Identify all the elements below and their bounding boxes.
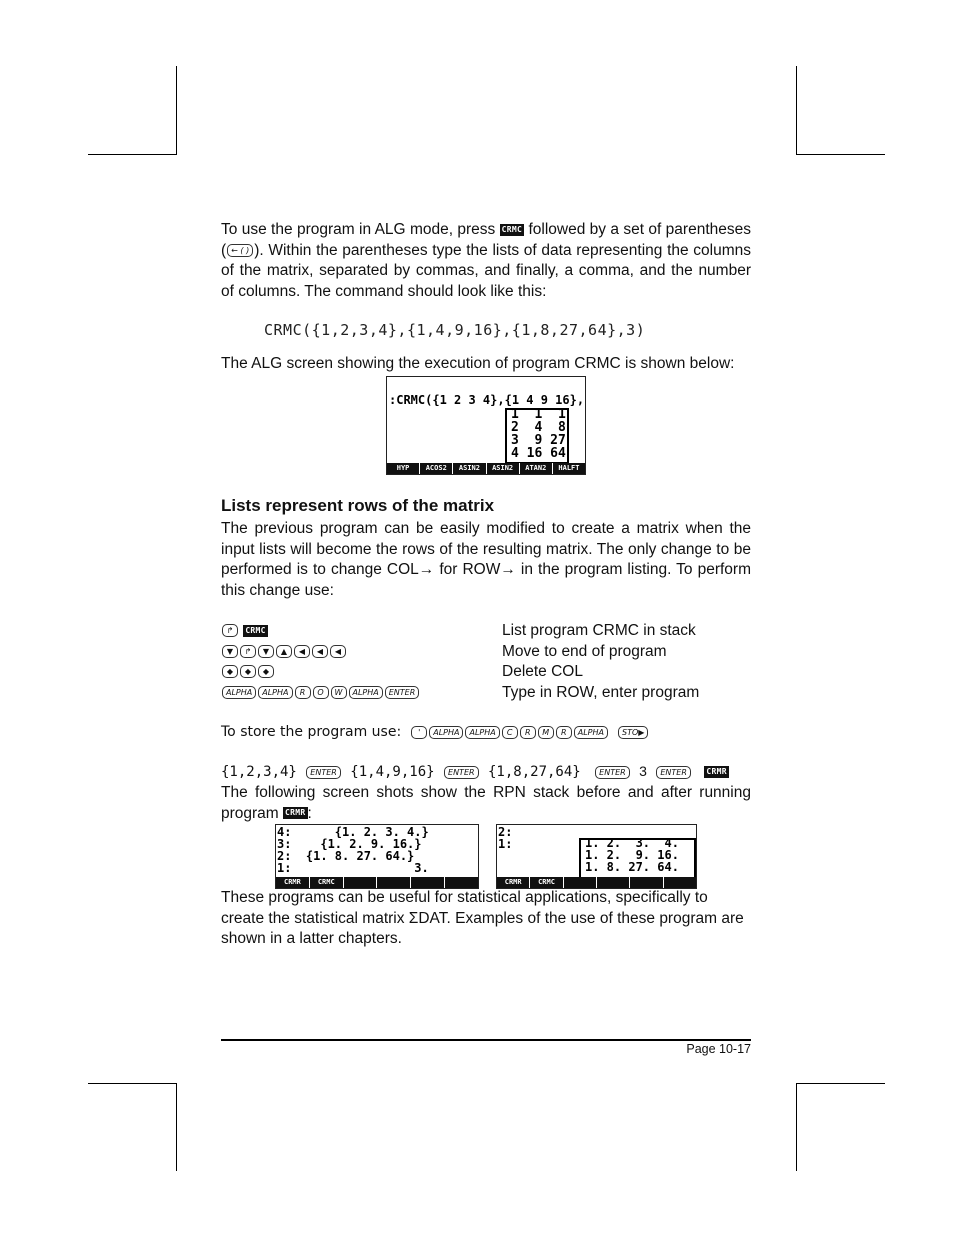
crop-mark bbox=[176, 1083, 177, 1171]
stack-line: 1: bbox=[498, 837, 513, 851]
step-desc: Type in ROW, enter program bbox=[502, 684, 700, 701]
intro-paragraph: To use the program in ALG mode, press CRMC followed by a set of parentheses ( ← ( ) ). Within the parentheses type the lists of data representing the columns of the matrix, separated by commas, and finally, a comma, and the number of columns. The command should look like this: bbox=[221, 221, 751, 300]
up-arrow-key: ▲ bbox=[276, 645, 292, 658]
alpha-key: ALPHA bbox=[258, 686, 292, 699]
rpn-before-menu: CRMR CRMC bbox=[276, 877, 478, 888]
store-line bbox=[221, 722, 649, 742]
menu-asin2b: ASIN2 bbox=[487, 463, 519, 474]
step-desc: List program CRMC in stack bbox=[502, 622, 696, 639]
right-shift-key: ↱ bbox=[240, 645, 256, 658]
menu-acos2: ACOS2 bbox=[420, 463, 452, 474]
alg-menu-bar bbox=[387, 463, 585, 474]
m-key: M bbox=[538, 726, 554, 739]
command-example: CRMC({1,2,3,4},{1,4,9,16},{1,8,27,64},3) bbox=[264, 321, 646, 339]
crmr-softkey: CRMR bbox=[285, 808, 306, 818]
alg-matrix-row: 1 1 1 bbox=[511, 407, 566, 422]
crop-mark bbox=[796, 66, 797, 154]
matrix-row: 1. 2. 9. 16. bbox=[585, 848, 679, 862]
stack-line: 2: bbox=[498, 825, 513, 839]
menu-hyp: HYP bbox=[387, 463, 419, 474]
w-key: W bbox=[331, 686, 347, 699]
alpha-key: ALPHA bbox=[429, 726, 463, 739]
alg-command-line: :CRMC({1 2 3 4},{1 4 9 16}, bbox=[389, 393, 585, 407]
left-arrow-key: ◀ bbox=[312, 645, 328, 658]
crop-mark bbox=[88, 154, 177, 155]
step-row bbox=[221, 642, 347, 662]
stack-line: 3: {1. 2. 9. 16.} bbox=[277, 837, 422, 851]
crmr-softkey: CRMR bbox=[706, 767, 727, 776]
enter-key: ENTER bbox=[385, 686, 420, 699]
down-arrow-key: ▼ bbox=[258, 645, 274, 658]
alpha-key: ALPHA bbox=[349, 686, 383, 699]
o-key: O bbox=[313, 686, 329, 699]
alpha-key: ALPHA bbox=[465, 726, 499, 739]
delete-key: ◆ bbox=[222, 665, 238, 678]
step-row bbox=[221, 621, 268, 641]
matrix-row: 1. 8. 27. 64. bbox=[585, 860, 679, 874]
page-number: Page 10-17 bbox=[686, 1042, 751, 1056]
delete-key: ◆ bbox=[240, 665, 256, 678]
alpha-key: ALPHA bbox=[222, 686, 256, 699]
r-key: R bbox=[556, 726, 572, 739]
page-content bbox=[221, 220, 751, 302]
crop-mark bbox=[176, 66, 177, 154]
rpn-after-menu: CRMR CRMC bbox=[497, 877, 696, 888]
rpn-before-screen bbox=[275, 824, 479, 889]
sto-key: STO▶ bbox=[618, 726, 648, 739]
enter-key: ENTER bbox=[656, 766, 691, 779]
alg-screen bbox=[386, 376, 586, 475]
crop-mark bbox=[88, 1083, 177, 1084]
left-arrow-key: ◀ bbox=[330, 645, 346, 658]
right-shift-key: ↱ bbox=[222, 624, 238, 637]
crmc-softkey: CRMC bbox=[501, 224, 523, 234]
step-desc: Delete COL bbox=[502, 663, 583, 680]
matrix-row: 1. 2. 3. 4. bbox=[585, 836, 679, 850]
crmc-softkey: CRMC bbox=[245, 625, 266, 635]
enter-key: ENTER bbox=[595, 766, 630, 779]
screens-paragraph: The following screen shots show the RPN stack before and after running program CRMR : bbox=[221, 784, 751, 822]
alg-matrix-row: 3 9 27 bbox=[511, 433, 566, 448]
store-label: To store the program use: bbox=[221, 724, 402, 740]
closing-paragraph: These programs can be useful for statistical applications, specifically to create the statistical matrix ΣDAT. Examples of the use of these program are shown in a latter chapters. bbox=[221, 889, 744, 947]
delete-key: ◆ bbox=[258, 665, 274, 678]
rpn-input-line: {1,2,3,4} ENTER {1,4,9,16} ENTER {1,8,27,64} ENTER 3 ENTER CRMR bbox=[221, 763, 727, 780]
stack-line: 1: 3. bbox=[277, 861, 429, 875]
step-row bbox=[221, 683, 420, 703]
enter-key: ENTER bbox=[444, 766, 479, 779]
menu-halft: HALFT bbox=[553, 463, 585, 474]
stack-line: 2: {1. 8. 27. 64.} bbox=[277, 849, 415, 863]
rpn-after-screen bbox=[496, 824, 697, 889]
menu-asin2: ASIN2 bbox=[453, 463, 485, 474]
menu-atan2: ATAN2 bbox=[520, 463, 552, 474]
alg-matrix-row: 4 16 64 bbox=[511, 446, 566, 461]
parentheses-keys: ← ( ) bbox=[227, 244, 253, 257]
r-key: R bbox=[520, 726, 536, 739]
section-heading: Lists represent rows of the matrix bbox=[221, 496, 495, 515]
tick-key: ' bbox=[411, 726, 427, 739]
alg-caption: The ALG screen showing the execution of program CRMC is shown below: bbox=[221, 355, 735, 372]
crop-mark bbox=[796, 154, 885, 155]
stack-line: 4: {1. 2. 3. 4.} bbox=[277, 825, 429, 839]
crop-mark bbox=[796, 1083, 885, 1084]
r-key: R bbox=[295, 686, 311, 699]
crop-mark bbox=[796, 1083, 797, 1171]
enter-key: ENTER bbox=[306, 766, 341, 779]
step-row bbox=[221, 662, 275, 682]
alpha-key: ALPHA bbox=[574, 726, 608, 739]
alg-matrix-row: 2 4 8 bbox=[511, 420, 566, 435]
step-desc: Move to end of program bbox=[502, 643, 667, 660]
left-arrow-key: ◀ bbox=[294, 645, 310, 658]
down-arrow-key: ▼ bbox=[222, 645, 238, 658]
rows-paragraph: The previous program can be easily modified to create a matrix when the input lists will become the rows of the resulting matrix. The only change to be performed is to change COL→ for ROW→ in the program listing. To perform this change use: bbox=[221, 520, 751, 599]
footer-rule bbox=[221, 1039, 751, 1041]
c-key: C bbox=[502, 726, 518, 739]
